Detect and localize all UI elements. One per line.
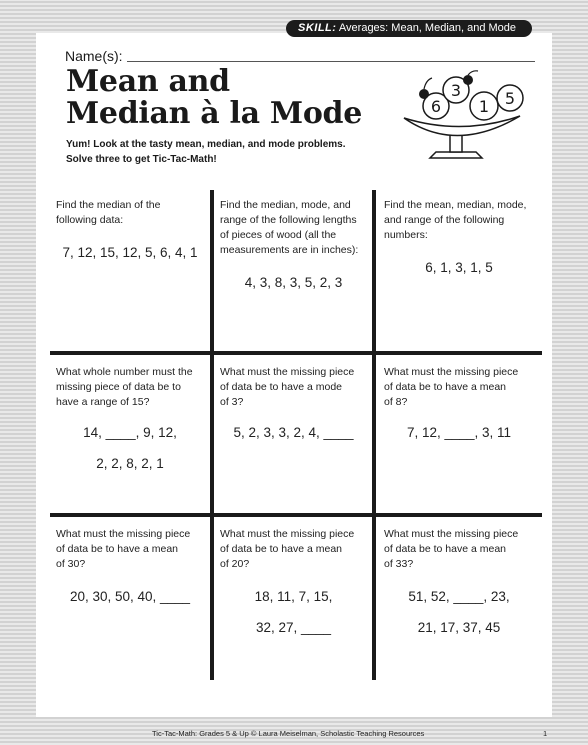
page-number: 1 [543,729,548,738]
sundae-number-4: 5 [504,89,516,108]
cell-4-data-line-1: 14, ____, 9, 12, [83,425,177,440]
cell-9 [380,527,538,635]
cell-6-data: 7, 12, ____, 3, 11 [406,425,512,440]
cell-4-question: What whole number must the missing piece of data be to have a range of 15? [56,366,193,408]
skill-text: Averages: Mean, Median, and Mode [338,22,517,34]
cell-1-data: 7, 12, 15, 12, 5, 6, 4, 1 [62,245,198,260]
cell-3 [380,198,538,275]
name-input-line[interactable] [127,61,535,62]
name-label: Name(s): [65,48,123,64]
cell-5 [216,365,371,440]
cell-3-data: 6, 1, 3, 1, 5 [425,260,493,275]
cell-5-data: 5, 2, 3, 3, 2, 4, ____ [233,425,354,440]
cell-9-data-line-2: 21, 17, 37, 45 [417,620,501,635]
grid-line-vertical-2 [372,190,376,680]
grid-line-vertical-1 [210,190,214,680]
page-title [66,66,362,130]
cell-7 [52,527,208,604]
cell-6-question: What must the missing piece of data be to have a mean of 8? [384,366,519,408]
footer-credit: Tic-Tac-Math: Grades 5 & Up © Laura Meiselman, Scholastic Teaching Resources [152,729,425,738]
intro-line-2: Solve three to get Tic-Tac-Math! [66,154,217,165]
grid-line-horizontal-1 [50,351,542,355]
ice-cream-sundae-illustration [396,68,536,164]
sundae-number-1: 3 [450,81,462,100]
intro-line-1: Yum! Look at the tasty mean, median, and mode problems. [66,139,346,150]
cell-8 [216,527,371,635]
cell-3-question: Find the mean, median, mode, and range of the following numbers: [384,199,527,241]
cell-4-data-line-2: 2, 2, 8, 2, 1 [96,456,164,471]
cell-9-question: What must the missing piece of data be to have a mean of 33? [384,528,519,570]
cell-2-data: 4, 3, 8, 3, 5, 2, 3 [244,275,343,290]
cell-2 [216,198,371,290]
sundae-number-3: 1 [478,97,490,116]
cell-2-question: Find the median, mode, and range of the following lengths of pieces of wood (all the measurements are in inches): [220,199,359,256]
cell-7-question: What must the missing piece of data be to have a mean of 30? [56,528,191,570]
cell-7-data: 20, 30, 50, 40, ____ [69,589,191,604]
cell-1 [52,198,208,260]
title-line-2: Median à la Mode [66,96,363,131]
intro-text [66,137,406,167]
cell-5-question: What must the missing piece of data be to have a mode of 3? [220,366,355,408]
cell-4 [52,365,208,471]
skill-tag: SKILL: [298,22,337,34]
cell-9-data-line-1: 51, 52, ____, 23, [408,589,510,604]
grid-line-horizontal-2 [50,513,542,517]
cell-8-question: What must the missing piece of data be to have a mean of 20? [220,528,355,570]
sundae-number-2: 6 [430,97,442,116]
cell-8-data-line-1: 18, 11, 7, 15, [254,589,333,604]
cell-1-question: Find the median of the following data: [56,199,161,226]
cell-8-data-line-2: 32, 27, ____ [255,620,332,635]
title-line-1: Mean and [66,64,230,99]
cell-6 [380,365,538,440]
skill-banner [286,20,532,37]
